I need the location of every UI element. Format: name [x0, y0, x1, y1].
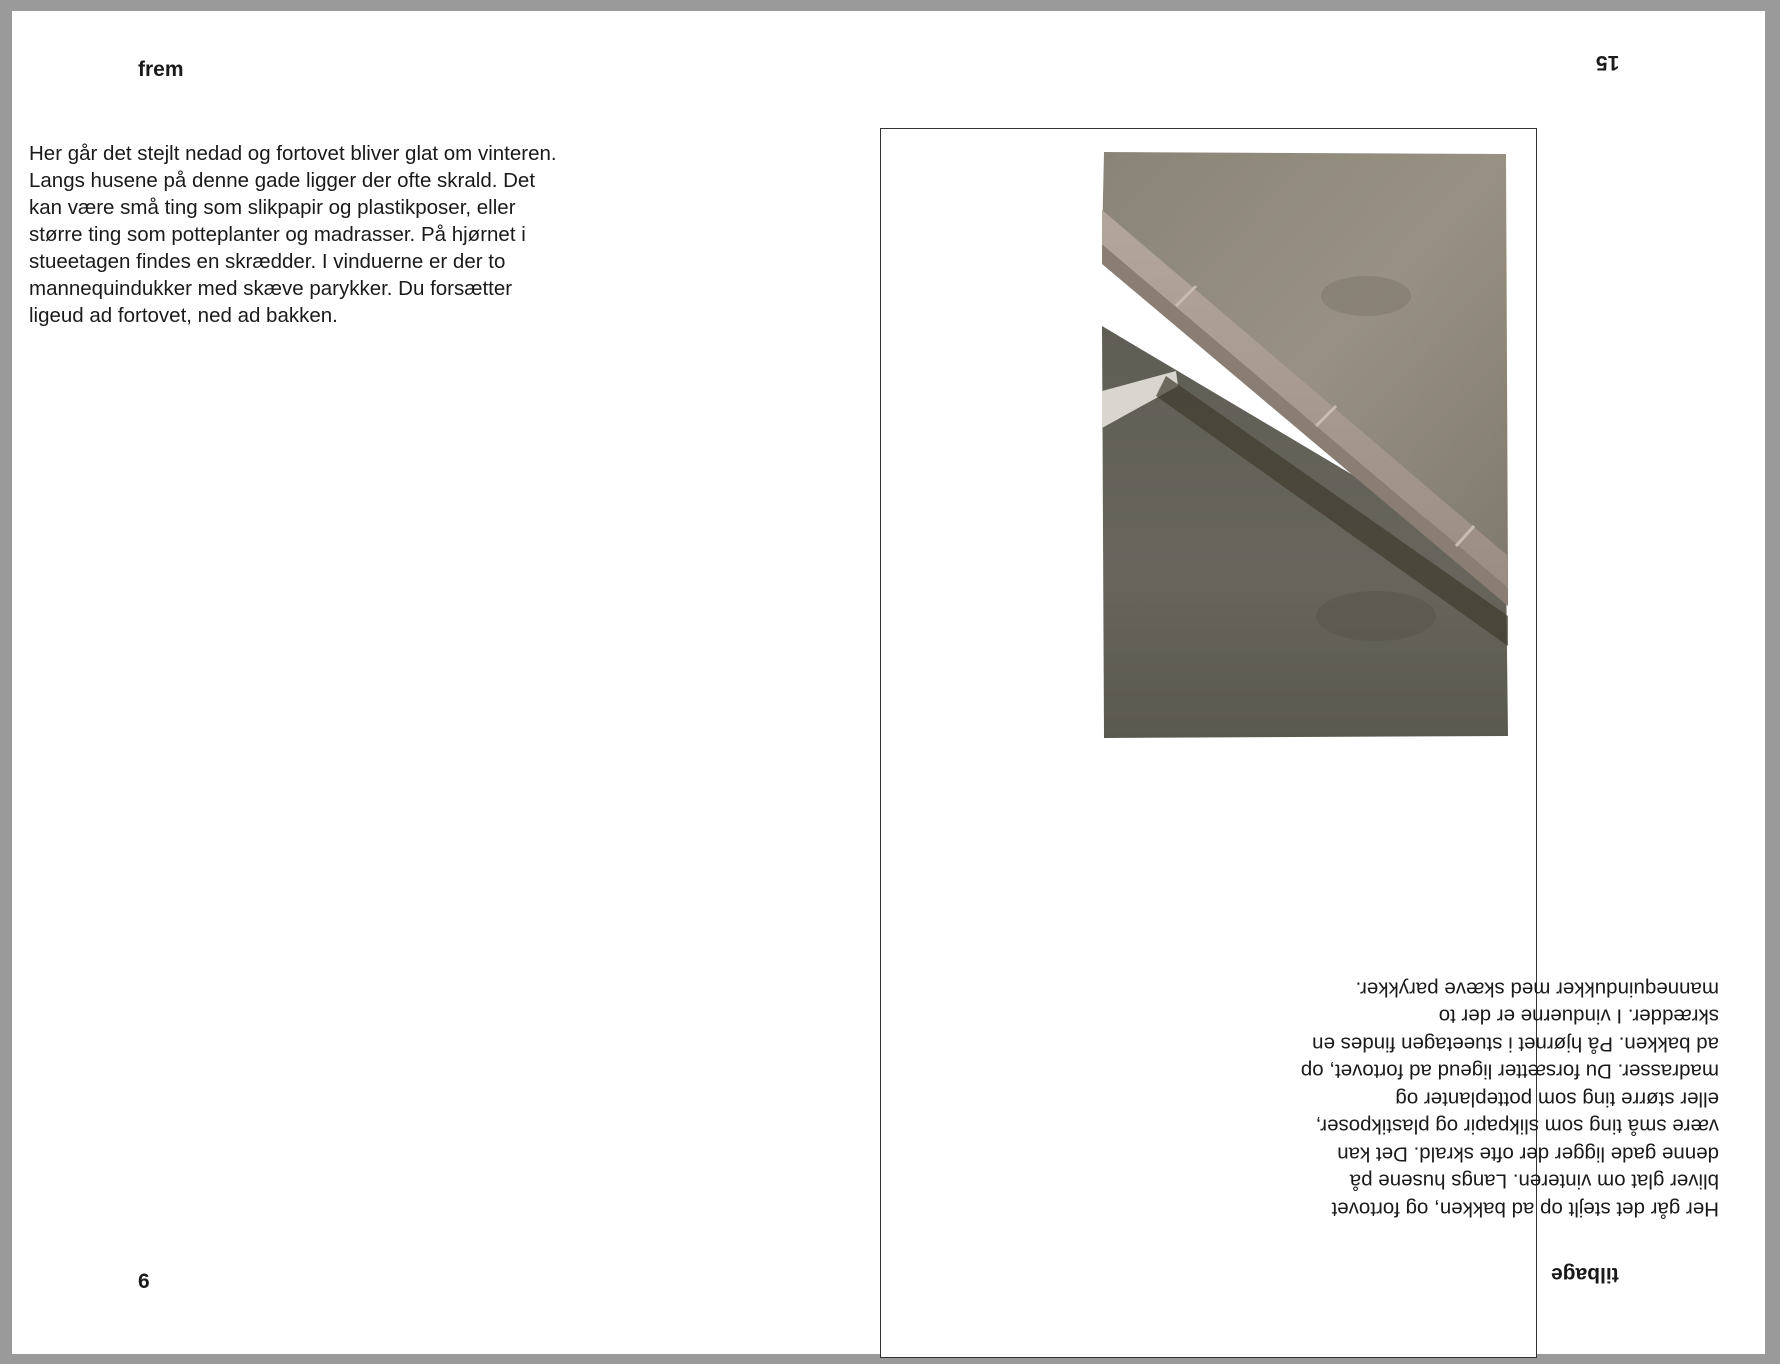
- right-page-number: 15: [1596, 51, 1620, 74]
- right-page-footer: tilbage: [1551, 1263, 1619, 1286]
- left-page-body: [29, 140, 569, 329]
- left-body-paragraph: Her går det stejlt nedad og fortovet bliver glat om vinteren. Langs husene på denne gade ligger der ofte skrald. Det kan være små ting som slikpapir og plastikposer, eller større ting som potteplanter og madrasser. På hjørnet i stueetagen findes en skrædder. I vinduerne er der to mannequindukker med skæve parykker. Du forsætter ligeud ad fortovet, ned ad bakken.: [29, 142, 557, 327]
- watercolor-illustration: [1096, 146, 1516, 744]
- left-page-number: 6: [138, 1270, 150, 1293]
- right-body-paragraph: Her går det stejlt op ad bakken, og fortovet bliver glat om vinteren. Langs husene på denne gade ligger der ofte skrald. Det kan være små ting som slikpapir og plastikposer, eller større ting som potteplanter og madrasser. Du forsætter ligeud ad fortovet, op ad bakken. På hjørnet i stueetagen findes en skrædder. I vinduerne er der to mannequindukker med skæve parykker.: [1300, 977, 1719, 1221]
- right-page-body: [1299, 975, 1719, 1223]
- right-body-clip: [1300, 975, 1753, 1221]
- left-page-header: frem: [138, 58, 184, 81]
